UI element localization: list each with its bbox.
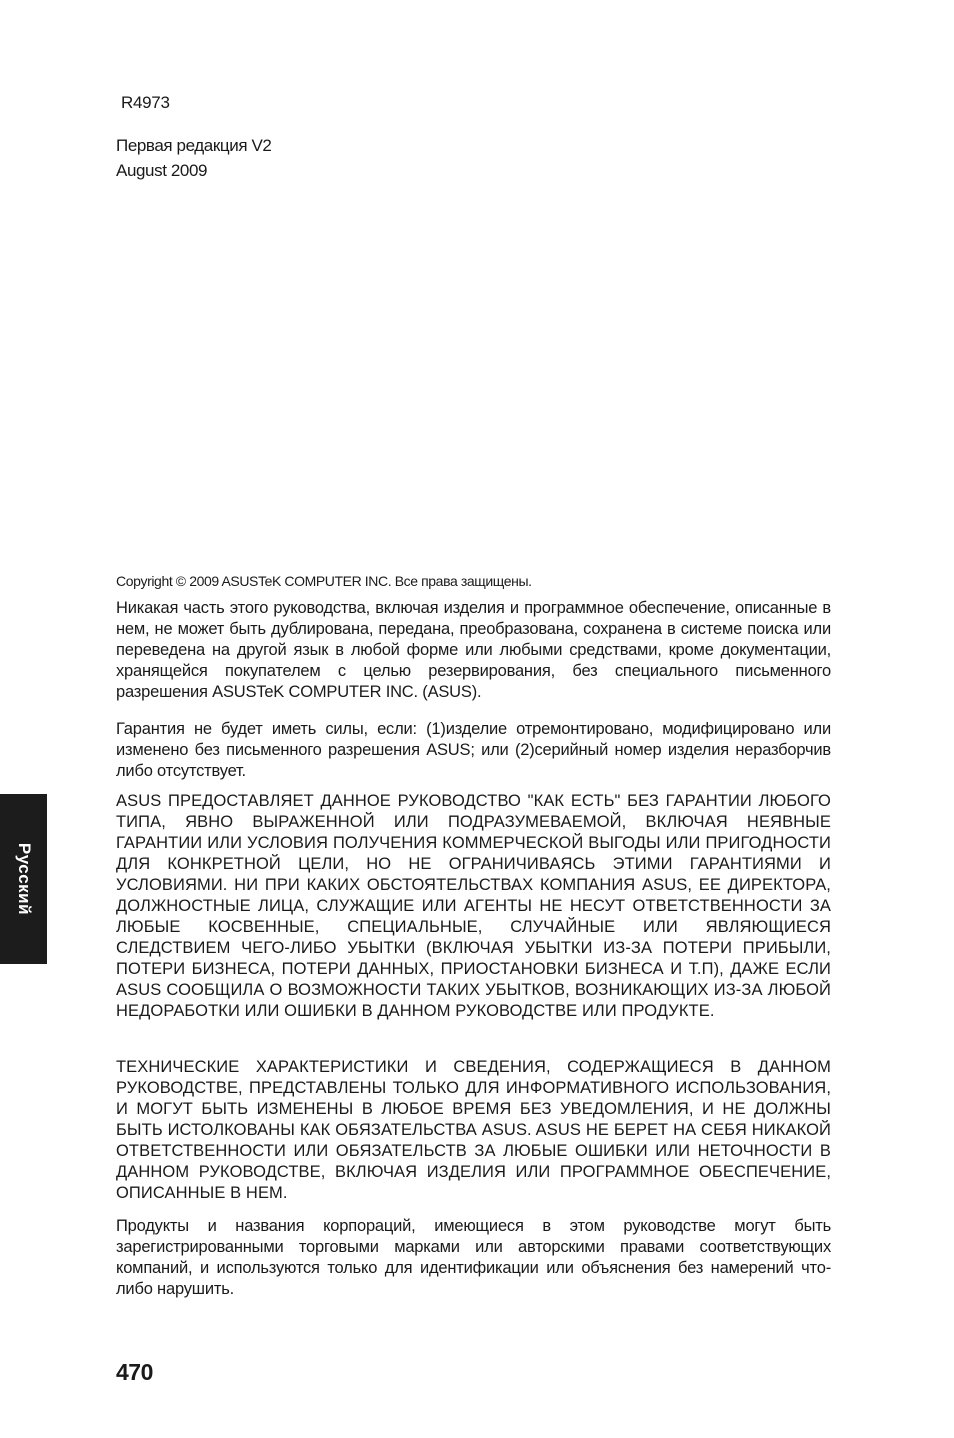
edition-block (116, 133, 271, 183)
paragraph-warranty-void: Гарантия не будет иметь силы, если: (1)изделие отремонтировано, модифицировано или изменено без письменного разрешения ASUS; или (2)серийный номер изделия неразборчив либо отсутствует. (116, 720, 831, 780)
paragraph-disclaimer: ASUS ПРЕДОСТАВЛЯЕТ ДАННОЕ РУКОВОДСТВО "КАК ЕСТЬ" БЕЗ ГАРАНТИИ ЛЮБОГО ТИПА, ЯВНО ВЫРАЖЕННОЙ ИЛИ ПОДРАЗУМЕВАЕМОЙ, ВКЛЮЧАЯ НЕЯВНЫЕ ГАРАНТИИ ИЛИ УСЛОВИЯ ПОЛУЧЕНИЯ КОММЕРЧЕСКОЙ ВЫГОДЫ ИЛИ ПРИГОДНОСТИ ДЛЯ КОНКРЕТНОЙ ЦЕЛИ, НО НЕ ОГРАНИЧИВАЯСЬ ЭТИМИ ГАРАНТИЯМИ И УСЛОВИЯМИ. НИ ПРИ КАКИХ ОБСТОЯТЕЛЬСТВАХ КОМПАНИЯ ASUS, ЕЕ ДИРЕКТОРА, ДОЛЖНОСТНЫЕ ЛИЦА, СЛУЖАЩИЕ ИЛИ АГЕНТЫ НЕ НЕСУТ ОТВЕТСТВЕННОСТИ ЗА ЛЮБЫЕ КОСВЕННЫЕ, СПЕЦИАЛЬНЫЕ, СЛУЧАЙНЫЕ ИЛИ ЯВЛЯЮЩИЕСЯ СЛЕДСТВИЕМ ЧЕГО-ЛИБО УБЫТКИ (ВКЛЮЧАЯ УБЫТКИ ИЗ-ЗА ПОТЕРИ ПРИБЫЛИ, ПОТЕРИ БИЗНЕСА, ПОТЕРИ ДАННЫХ, ПРИОСТАНОВКИ БИЗНЕСА И Т.П), ДАЖЕ ЕСЛИ ASUS СООБЩИЛА О ВОЗМОЖНОСТИ ТАКИХ УБЫТКОВ, ВОЗНИКАЮЩИХ ИЗ-ЗА ЛЮБОЙ НЕДОРАБОТКИ ИЛИ ОШИБКИ В ДАННОМ РУКОВОДСТВЕ ИЛИ ПРОДУКТЕ. (116, 792, 831, 1020)
paragraph-specifications-notice: ТЕХНИЧЕСКИЕ ХАРАКТЕРИСТИКИ И СВЕДЕНИЯ, СОДЕРЖАЩИЕСЯ В ДАННОМ РУКОВОДСТВЕ, ПРЕДСТАВЛЕНЫ ТОЛЬКО ДЛЯ ИНФОРМАТИВНОГО ИСПОЛЬЗОВАНИЯ, И МОГУТ БЫТЬ ИЗМЕНЕНЫ В ЛЮБОЕ ВРЕМЯ БЕЗ УВЕДОМЛЕНИЯ, И НЕ ДОЛЖНЫ БЫТЬ ИСТОЛКОВАНЫ КАК ОБЯЗАТЕЛЬСТВА ASUS. ASUS НЕ БЕРЕТ НА СЕБЯ НИКАКОЙ ОТВЕТСТВЕННОСТИ ИЛИ ОБЯЗАТЕЛЬСТВ ЗА ЛЮБЫЕ ОШИБКИ ИЛИ НЕТОЧНОСТИ В ДАННОМ РУКОВОДСТВЕ, ВКЛЮЧАЯ ИЗДЕЛИЯ ИЛИ ПРОГРАММНОЕ ОБЕСПЕЧЕНИЕ, ОПИСАННЫЕ В НЕМ. (116, 1058, 831, 1202)
page-number: 470 (116, 1359, 153, 1385)
paragraph-reproduction-notice: Никакая часть этого руководства, включая изделия и программное обеспечение, описанные в нем, не может быть дублирована, передана, преобразована, сохранена в системе поиска или переведена на другой язык в любой форме или любыми средствами, кроме документации, хранящейся покупателем с целью резервирования, без специального письменного разрешения ASUSTeK COMPUTER INC. (ASUS). (116, 599, 831, 701)
edition-date: August 2009 (116, 161, 208, 180)
paragraph-trademarks: Продукты и названия корпораций, имеющиеся в этом руководстве могут быть зарегистрированными торговыми марками или авторскими правами соответствующих компаний, и используются только для идентификации или объяснения без намерений что-либо нарушить. (116, 1217, 831, 1298)
edition-label: Первая редакция V2 (116, 136, 272, 155)
document-code: R4973 (121, 93, 170, 112)
language-side-tab-label: Русский (14, 842, 34, 916)
language-side-tab (0, 794, 47, 964)
copyright-line: Copyright © 2009 ASUSTeK COMPUTER INC. Все права защищены. (116, 573, 532, 589)
